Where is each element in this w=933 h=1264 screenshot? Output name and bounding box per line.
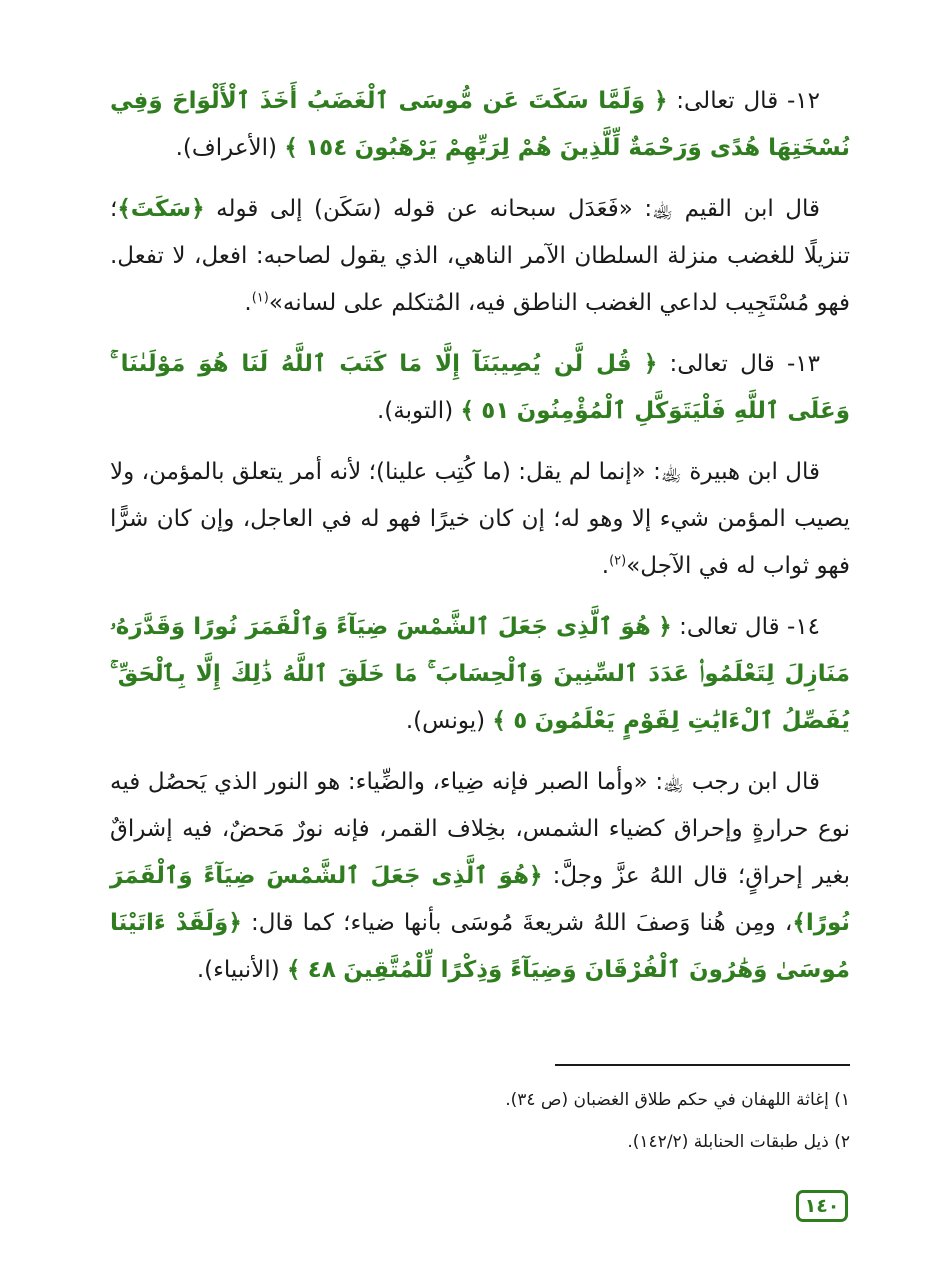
item-number: ١٢- <box>786 88 821 114</box>
page-body <box>110 78 850 1008</box>
verse-lead: قال تعالى: <box>669 351 775 377</box>
quran-verse: هُوَ ٱلَّذِى جَعَلَ ٱلشَّمْسَ ضِيَآءً وَٱلْقَمَرَ نُورًا وَقَدَّرَهُۥ مَنَازِلَ لِتَعْلَمُوا۟ عَدَدَ ٱلسِّنِينَ وَٱلْحِسَابَ ۚ مَا خَلَقَ ٱللَّهُ ذَٰلِكَ إِلَّا بِٱلْحَقِّ ۚ يُفَصِّلُ ٱلْءَايَٰتِ لِقَوْمٍ يَعْلَمُونَ <box>110 614 850 734</box>
period: . <box>601 553 610 579</box>
footnote-divider <box>555 1064 850 1066</box>
commentary-text: ، ومِن هُنا وَصفَ اللهُ شريعةَ مُوسَى بأنها ضياء؛ كما قال: <box>251 910 793 936</box>
ayah-number: ١٥٤ <box>305 135 348 161</box>
footnotes <box>440 1090 850 1174</box>
quoted-verse: ﴿هُوَ ٱلَّذِى جَعَلَ ٱلشَّمْسَ ضِيَآءً وَٱلْقَمَرَ نُورًا﴾ <box>110 863 851 936</box>
period: . <box>244 290 252 316</box>
ornate-bracket-close-icon: ﴾ <box>460 398 474 424</box>
commentary-text: قال ابن القيم ﵀: «فَعَدَل سبحانه عن قوله (سَكَن) إلى قوله <box>216 196 821 222</box>
ornate-bracket-close-icon: ﴾ <box>492 708 506 734</box>
footnote-ref[interactable]: (١) <box>251 290 269 306</box>
surah-name: (يونس). <box>405 708 486 734</box>
item-number: ١٤- <box>787 614 821 640</box>
surah-name: (الأعراف). <box>175 135 278 161</box>
verse-paragraph-14 <box>110 604 850 745</box>
verse-lead: قال تعالى: <box>676 88 779 114</box>
commentary-ibn-rajab <box>110 759 850 994</box>
quran-verse: وَلَمَّا سَكَتَ عَن مُّوسَى ٱلْغَضَبُ أَخَذَ ٱلْأَلْوَاحَ وَفِي نُسْخَتِهَا هُدًى وَرَحْمَةٌ لِّلَّذِينَ هُمْ لِرَبِّهِمْ يَرْهَبُونَ <box>110 88 850 161</box>
ornate-bracket-open-icon: ﴿ <box>643 351 658 377</box>
commentary-text: قال ابن هبيرة ﵀: «إنما لم يقل: (ما كُتِب علينا)؛ لأنه أمر يتعلق بالمؤمن، ولا يصيب المؤمن شيء إلا وهو له؛ إن كان خيرًا فهو له في العاجل، وإن كان شرًّا فهو ثواب له في الآجل» <box>110 459 850 579</box>
surah-name: (التوبة). <box>376 398 454 424</box>
quran-verse: قُل لَّن يُصِيبَنَآ إِلَّا مَا كَتَبَ ٱللَّهُ لَنَا هُوَ مَوْلَىٰنَا ۚ وَعَلَى ٱللَّهِ فَلْيَتَوَكَّلِ ٱلْمُؤْمِنُونَ <box>110 351 850 424</box>
commentary-ibn-qayyim <box>110 186 850 327</box>
quoted-verse: ﴿وَلَقَدْ ءَاتَيْنَا مُوسَىٰ وَهَٰرُونَ ٱلْفُرْقَانَ وَضِيَآءً وَذِكْرًا لِّلْمُتَّقِينَ <box>110 910 850 983</box>
ornate-bracket-open-icon: ﴿ <box>658 614 672 640</box>
ayah-number: ٤٨ <box>307 957 336 983</box>
item-number: ١٣- <box>786 351 820 377</box>
footnote-2: ٢) ذيل طبقات الحنابلة (١٤٢/٢). <box>627 1132 850 1152</box>
footnote-ref[interactable]: (٢) <box>609 553 627 569</box>
commentary-ibn-hubayra <box>110 449 850 590</box>
ayah-number: ٥ <box>513 708 528 734</box>
surah-name: (الأنبياء). <box>196 957 280 983</box>
verse-paragraph-12 <box>110 78 850 172</box>
ornate-bracket-open-icon: ﴿ <box>654 88 668 114</box>
ayah-number: ٥١ <box>481 398 510 424</box>
ornate-bracket-close-icon: ﴾ <box>284 135 298 161</box>
commentary-text: ؛ تنزيلًا للغضب منزلة السلطان الآمر الناهي، الذي يقول لصاحبه: افعل، لا تفعل. فهو مُسْتَجِيب لداعي الغضب الناطق فيه، المُتكلم على لسانه» <box>110 196 850 316</box>
page-number-badge: ١٤٠ <box>796 1190 848 1222</box>
verse-lead: قال تعالى: <box>679 614 780 640</box>
footnote-1: ١) إغاثة اللهفان في حكم طلاق الغضبان (ص ٣٤). <box>505 1090 850 1110</box>
commentary-text: قال ابن رجب ﵀: «وأما الصبر فإنه ضِياء، والضِّياء: هو النور الذي يَحصُل فيه نوع حرارةٍ وإحراق كضياء الشمس، بخِلاف القمر، فإنه نورٌ مَحضٌ، فيه إشراقٌ بغير إحراقٍ؛ قال اللهُ عزَّ وجلَّ: <box>110 769 850 889</box>
ornate-bracket-close-icon: ﴾ <box>287 957 301 983</box>
verse-paragraph-13 <box>110 341 850 435</box>
quoted-word: ﴿سَكَتَ﴾ <box>117 196 205 222</box>
